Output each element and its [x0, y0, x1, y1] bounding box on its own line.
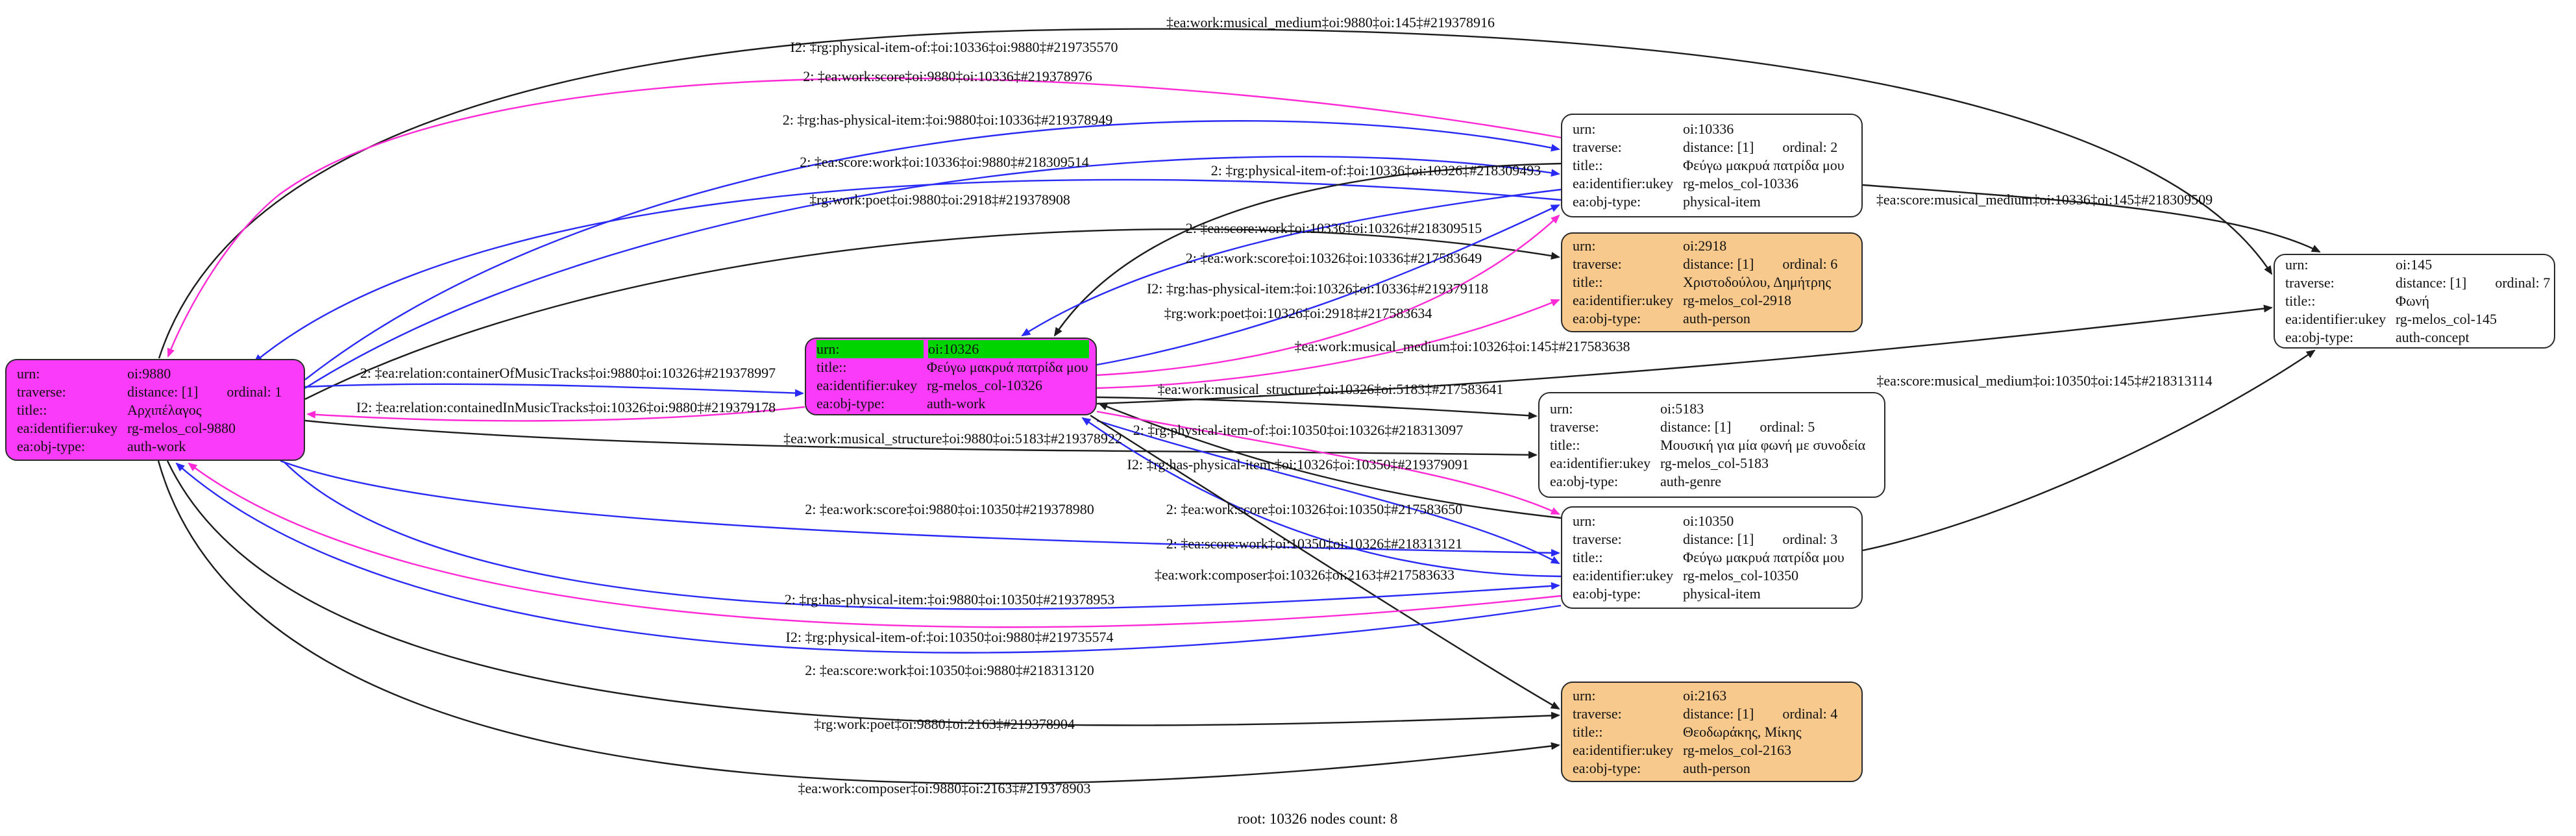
node-row: title:: Αρχιπέλαγος [17, 401, 202, 418]
node-row: ea:identifier:ukey rg-melos_col-9880 [17, 419, 236, 436]
node-row: traverse: distance: [1] ordinal: 5 [1550, 418, 1815, 435]
edge-label-has-physical-item-9880-10350: 2: ‡rg:has-physical-item:‡oi:9880‡oi:10350‡#219378953 [784, 591, 1115, 608]
edge-label-score-musical-medium-10336-145: ‡ea:score:musical_medium‡oi:10336‡oi:145‡#218309509 [1876, 191, 2213, 208]
node-row: ea:identifier:ukey rg-melos_col-5183 [1550, 454, 1769, 471]
node-oi-10326-root[interactable] [805, 338, 1097, 415]
edge-label-score-musical-medium-10350-145: ‡ea:score:musical_medium‡oi:10350‡oi:145‡#218313114 [1876, 373, 2213, 389]
edge-label-score-work-10350-10326: 2: ‡ea:score:work‡oi:10350‡oi:10326‡#218313121 [1166, 535, 1463, 552]
node-row: title:: Χριστοδούλου, Δημήτρης [1573, 274, 1832, 290]
node-row: traverse: distance: [1] ordinal: 1 [17, 383, 282, 400]
node-row: ea:obj-type: physical-item [1573, 193, 1761, 210]
edge-label-physical-item-of-10350-10326: 2: ‡rg:physical-item-of:‡oi:10350‡oi:10326‡#218313097 [1133, 422, 1464, 438]
edge-label-work-score-10326-10350: 2: ‡ea:work:score‡oi:10326‡oi:10350‡#217583650 [1166, 501, 1463, 517]
node-oi-2918[interactable] [1561, 232, 1863, 332]
node-row: title:: Φεύγω μακρυά πατρίδα μου [1573, 157, 1845, 173]
node-row: title:: Φωνή [2285, 293, 2430, 309]
node-row: ea:obj-type: auth-concept [2285, 329, 2470, 345]
edge-label-musical-medium-9880-145: ‡ea:work:musical_medium‡oi:9880‡oi:145‡#219378916 [1166, 14, 1495, 31]
node-row-highlighted: urn: oi:10326 [816, 340, 1089, 358]
edge-label-score-work-10350-9880: 2: ‡ea:score:work‡oi:10350‡oi:9880‡#218313120 [805, 662, 1094, 678]
edge-label-work-composer-10326-2163: ‡ea:work:composer‡oi:10326‡oi:2163‡#217583633 [1155, 567, 1454, 583]
node-row: title:: Φεύγω μακρυά πατρίδα μου [816, 359, 1088, 375]
node-row: traverse: distance: [1] ordinal: 7 [2285, 275, 2551, 291]
edge-label-has-physical-item-10326-10336: I2: ‡rg:has-physical-item:‡oi:10326‡oi:10336‡#219379118 [1146, 280, 1489, 297]
node-row: traverse: distance: [1] ordinal: 2 [1573, 139, 1838, 155]
edge-label-container-of-music-tracks: 2: ‡ea:relation:containerOfMusicTracks‡oi:9880‡oi:10326‡#219378997 [360, 365, 776, 381]
node-oi-2163[interactable] [1561, 682, 1863, 782]
edge-label-musical-structure-10326-5183: ‡ea:work:musical_structure‡oi:10326‡oi:5183‡#217583641 [1157, 381, 1504, 397]
node-row: ea:obj-type: auth-genre [1550, 473, 1722, 489]
edge-musical-structure-10326-5183 [1097, 397, 1536, 416]
node-row: ea:identifier:ukey rg-melos_col-10350 [1573, 567, 1799, 584]
edge-label-work-composer-9880-2163: ‡ea:work:composer‡oi:9880‡oi:2163‡#219378903 [798, 780, 1091, 796]
edge-label-musical-medium-10326-145: ‡ea:work:musical_medium‡oi:10326‡oi:145‡#217583638 [1294, 338, 1630, 354]
edge-container-of-music-tracks-9880-10326 [305, 384, 803, 393]
node-row: traverse: distance: [1] ordinal: 6 [1573, 256, 1838, 272]
node-row: title:: Φεύγω μακρυά πατρίδα μου [1573, 549, 1845, 565]
edge-label-has-physical-item-9880-10336: 2: ‡rg:has-physical-item:‡oi:9880‡oi:10336‡#219378949 [782, 112, 1113, 128]
node-row: title:: Θεοδωράκης, Μίκης [1573, 723, 1802, 740]
node-row: ea:identifier:ukey rg-melos_col-10326 [816, 377, 1043, 393]
edge-label-score-work-10336-9880: 2: ‡ea:score:work‡oi:10336‡oi:9880‡#218309514 [800, 154, 1089, 170]
node-row: urn: oi:2163 [1573, 687, 1727, 704]
edge-label-work-score-9880-10336: 2: ‡ea:work:score‡oi:9880‡oi:10336‡#219378976 [803, 68, 1092, 84]
node-oi-9880[interactable] [5, 359, 305, 461]
node-row: ea:identifier:ukey rg-melos_col-145 [2285, 311, 2497, 327]
node-row: ea:obj-type: physical-item [1573, 585, 1761, 602]
edge-label-physical-item-of-10350-9880: I2: ‡rg:physical-item-of:‡oi:10350‡oi:9880‡#219735574 [785, 629, 1114, 645]
edge-label-work-score-10326-10336: 2: ‡ea:work:score‡oi:10326‡oi:10336‡#217583649 [1185, 250, 1482, 266]
node-oi-5183[interactable] [1538, 392, 1885, 498]
node-row: urn: oi:145 [2285, 256, 2433, 273]
edge-label-contained-in-music-tracks: I2: ‡ea:relation:containedInMusicTracks‡oi:10326‡oi:9880‡#219379178 [356, 399, 776, 415]
edge-label-work-poet-9880-2918: ‡rg:work:poet‡oi:9880‡oi:2918‡#219378908 [809, 191, 1070, 208]
edge-label-physical-item-of-10336-9880: I2: ‡rg:physical-item-of:‡oi:10336‡oi:9880‡#219735570 [790, 39, 1118, 55]
edge-label-musical-structure-9880-5183: ‡ea:work:musical_structure‡oi:9880‡oi:5183‡#219378922 [783, 430, 1122, 447]
node-row: traverse: distance: [1] ordinal: 4 [1573, 705, 1838, 722]
node-row: ea:obj-type: auth-work [816, 395, 986, 412]
graph-root-caption: root: 10326 nodes count: 8 [1237, 811, 1398, 827]
node-row: ea:identifier:ukey rg-melos_col-10336 [1573, 175, 1799, 191]
edge-label-work-score-9880-10350: 2: ‡ea:work:score‡oi:9880‡oi:10350‡#219378980 [805, 501, 1094, 517]
edge-label-has-physical-item-10326-10350: I2: ‡rg:has-physical-item:‡oi:10326‡oi:10350‡#219379091 [1127, 456, 1469, 473]
node-row: urn: oi:10336 [1573, 121, 1734, 137]
edge-label-work-poet-9880-2163: ‡rg:work:poet‡oi:9880‡oi:2163‡#219378904 [814, 716, 1075, 732]
node-row: ea:obj-type: auth-person [1573, 310, 1750, 326]
edge-label-physical-item-of-10336-10326: 2: ‡rg:physical-item-of:‡oi:10336‡oi:10326‡#218309493 [1210, 162, 1541, 178]
node-row: traverse: distance: [1] ordinal: 3 [1573, 531, 1838, 547]
node-row: title:: Μουσική για μία φωνή με συνοδεία [1550, 436, 1866, 453]
node-oi-10336[interactable] [1561, 114, 1863, 217]
node-row: ea:obj-type: auth-person [1573, 759, 1750, 776]
edge-label-work-poet-10326-2918: ‡rg:work:poet‡oi:10326‡oi:2918‡#217583634 [1164, 305, 1432, 321]
node-row: urn: oi:9880 [17, 365, 171, 382]
node-row: ea:obj-type: auth-work [17, 437, 186, 454]
node-row: ea:identifier:ukey rg-melos_col-2163 [1573, 741, 1792, 758]
node-oi-10350[interactable] [1561, 506, 1863, 609]
edge-label-score-work-10336-10326: 2: ‡ea:score:work‡oi:10336‡oi:10326‡#218309515 [1185, 220, 1482, 236]
node-row: urn: oi:10350 [1573, 513, 1734, 529]
node-row: ea:identifier:ukey rg-melos_col-2918 [1573, 292, 1792, 308]
edge-score-work-10350-10326 [1083, 418, 1561, 576]
node-row: urn: oi:2918 [1573, 238, 1727, 254]
node-oi-145[interactable] [2274, 254, 2555, 349]
node-row: urn: oi:5183 [1550, 400, 1704, 417]
